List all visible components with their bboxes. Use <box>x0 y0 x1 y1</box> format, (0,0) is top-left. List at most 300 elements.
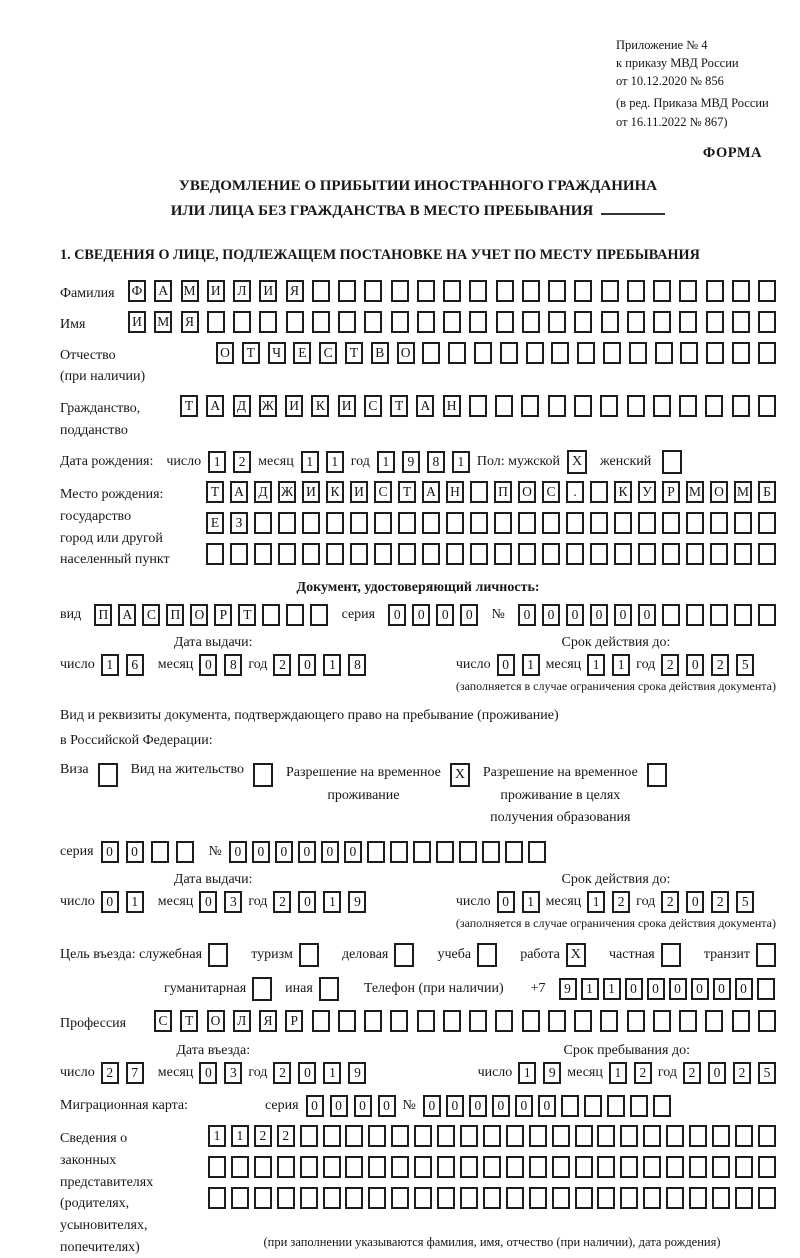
char-cell[interactable]: 1 <box>231 1125 249 1147</box>
char-cell[interactable] <box>574 280 592 302</box>
char-cell[interactable] <box>302 543 320 565</box>
char-cell[interactable] <box>732 280 750 302</box>
char-cell[interactable] <box>735 1156 753 1178</box>
char-cell[interactable] <box>758 543 776 565</box>
char-cell[interactable] <box>705 1010 723 1032</box>
char-cell[interactable] <box>689 1187 707 1209</box>
char-cell[interactable]: 0 <box>515 1095 533 1117</box>
char-cell[interactable] <box>422 342 440 364</box>
char-cell[interactable]: 6 <box>126 654 144 676</box>
char-cell[interactable]: 0 <box>625 978 643 1000</box>
residence-permit-checkbox[interactable] <box>253 763 273 787</box>
char-cell[interactable]: Я <box>259 1010 277 1032</box>
char-cell[interactable]: З <box>230 512 248 534</box>
char-cell[interactable]: 9 <box>348 891 366 913</box>
char-cell[interactable] <box>548 395 566 417</box>
char-cell[interactable] <box>680 342 698 364</box>
char-cell[interactable] <box>712 1125 730 1147</box>
char-cell[interactable] <box>323 1125 341 1147</box>
char-cell[interactable] <box>518 543 536 565</box>
char-cell[interactable]: 2 <box>101 1062 119 1084</box>
char-cell[interactable]: 3 <box>224 1062 242 1084</box>
char-cell[interactable]: 0 <box>298 891 316 913</box>
char-cell[interactable] <box>278 512 296 534</box>
purpose-tourism-checkbox[interactable] <box>299 943 319 967</box>
char-cell[interactable] <box>417 280 435 302</box>
char-cell[interactable]: О <box>216 342 234 364</box>
char-cell[interactable]: 0 <box>708 1062 726 1084</box>
char-cell[interactable]: О <box>397 342 415 364</box>
temp-residence-edu-checkbox[interactable] <box>647 763 667 787</box>
char-cell[interactable] <box>522 311 540 333</box>
char-cell[interactable]: С <box>542 481 560 503</box>
char-cell[interactable] <box>566 512 584 534</box>
char-cell[interactable] <box>312 280 330 302</box>
char-cell[interactable] <box>620 1156 638 1178</box>
char-cell[interactable] <box>552 1125 570 1147</box>
char-cell[interactable] <box>597 1156 615 1178</box>
char-cell[interactable] <box>176 841 194 863</box>
char-cell[interactable] <box>552 1187 570 1209</box>
char-cell[interactable] <box>345 1125 363 1147</box>
char-cell[interactable] <box>469 311 487 333</box>
char-cell[interactable]: А <box>230 481 248 503</box>
char-cell[interactable] <box>506 1125 524 1147</box>
char-cell[interactable] <box>758 1010 776 1032</box>
char-cell[interactable] <box>390 1010 408 1032</box>
char-cell[interactable]: 2 <box>273 654 291 676</box>
char-cell[interactable] <box>312 311 330 333</box>
char-cell[interactable] <box>542 543 560 565</box>
char-cell[interactable]: 0 <box>518 604 536 626</box>
char-cell[interactable]: 0 <box>412 604 430 626</box>
char-cell[interactable] <box>577 342 595 364</box>
char-cell[interactable]: 0 <box>344 841 362 863</box>
char-cell[interactable]: 1 <box>323 891 341 913</box>
char-cell[interactable]: 1 <box>323 1062 341 1084</box>
char-cell[interactable] <box>655 342 673 364</box>
char-cell[interactable] <box>391 1125 409 1147</box>
char-cell[interactable] <box>494 512 512 534</box>
char-cell[interactable] <box>526 342 544 364</box>
char-cell[interactable]: 0 <box>199 1062 217 1084</box>
char-cell[interactable]: 0 <box>126 841 144 863</box>
char-cell[interactable] <box>679 280 697 302</box>
char-cell[interactable]: Т <box>206 481 224 503</box>
char-cell[interactable] <box>207 311 225 333</box>
char-cell[interactable] <box>662 604 680 626</box>
char-cell[interactable] <box>758 1156 776 1178</box>
char-cell[interactable] <box>350 543 368 565</box>
char-cell[interactable]: Ж <box>278 481 296 503</box>
char-cell[interactable]: И <box>302 481 320 503</box>
char-cell[interactable] <box>627 395 645 417</box>
char-cell[interactable] <box>521 395 539 417</box>
char-cell[interactable] <box>474 342 492 364</box>
char-cell[interactable] <box>710 512 728 534</box>
char-cell[interactable]: Б <box>758 481 776 503</box>
char-cell[interactable]: А <box>422 481 440 503</box>
char-cell[interactable]: 5 <box>736 654 754 676</box>
char-cell[interactable] <box>758 395 776 417</box>
char-cell[interactable] <box>600 1010 618 1032</box>
char-cell[interactable] <box>620 1125 638 1147</box>
char-cell[interactable] <box>758 311 776 333</box>
char-cell[interactable] <box>483 1187 501 1209</box>
char-cell[interactable]: С <box>154 1010 172 1032</box>
char-cell[interactable] <box>575 1156 593 1178</box>
char-cell[interactable]: 0 <box>423 1095 441 1117</box>
char-cell[interactable]: 0 <box>298 1062 316 1084</box>
char-cell[interactable]: 0 <box>321 841 339 863</box>
char-cell[interactable]: Т <box>398 481 416 503</box>
char-cell[interactable]: 0 <box>542 604 560 626</box>
char-cell[interactable] <box>679 311 697 333</box>
char-cell[interactable] <box>710 604 728 626</box>
char-cell[interactable] <box>758 1187 776 1209</box>
char-cell[interactable]: 0 <box>590 604 608 626</box>
char-cell[interactable]: Ж <box>259 395 277 417</box>
char-cell[interactable] <box>566 543 584 565</box>
char-cell[interactable] <box>679 395 697 417</box>
char-cell[interactable]: 5 <box>736 891 754 913</box>
char-cell[interactable]: И <box>338 395 356 417</box>
char-cell[interactable] <box>364 280 382 302</box>
char-cell[interactable]: С <box>142 604 160 626</box>
char-cell[interactable]: 0 <box>614 604 632 626</box>
char-cell[interactable]: 9 <box>348 1062 366 1084</box>
char-cell[interactable] <box>300 1187 318 1209</box>
char-cell[interactable] <box>277 1156 295 1178</box>
char-cell[interactable]: П <box>494 481 512 503</box>
char-cell[interactable] <box>460 1187 478 1209</box>
char-cell[interactable]: К <box>614 481 632 503</box>
char-cell[interactable] <box>607 1095 625 1117</box>
char-cell[interactable] <box>338 1010 356 1032</box>
char-cell[interactable]: 0 <box>446 1095 464 1117</box>
char-cell[interactable] <box>712 1156 730 1178</box>
char-cell[interactable] <box>437 1187 455 1209</box>
char-cell[interactable]: 2 <box>711 654 729 676</box>
char-cell[interactable] <box>422 512 440 534</box>
char-cell[interactable] <box>666 1156 684 1178</box>
char-cell[interactable] <box>574 1010 592 1032</box>
char-cell[interactable]: Р <box>662 481 680 503</box>
char-cell[interactable]: О <box>710 481 728 503</box>
char-cell[interactable] <box>643 1156 661 1178</box>
char-cell[interactable] <box>460 1125 478 1147</box>
char-cell[interactable] <box>686 604 704 626</box>
char-cell[interactable] <box>638 512 656 534</box>
char-cell[interactable] <box>302 512 320 534</box>
char-cell[interactable]: 1 <box>301 451 319 473</box>
char-cell[interactable] <box>254 543 272 565</box>
char-cell[interactable]: 0 <box>306 1095 324 1117</box>
char-cell[interactable] <box>734 512 752 534</box>
char-cell[interactable]: 5 <box>758 1062 776 1084</box>
char-cell[interactable] <box>495 395 513 417</box>
char-cell[interactable]: 0 <box>469 1095 487 1117</box>
char-cell[interactable]: С <box>319 342 337 364</box>
char-cell[interactable] <box>666 1187 684 1209</box>
char-cell[interactable] <box>368 1125 386 1147</box>
char-cell[interactable] <box>286 604 304 626</box>
char-cell[interactable]: О <box>518 481 536 503</box>
purpose-business-checkbox[interactable] <box>394 943 414 967</box>
char-cell[interactable] <box>323 1187 341 1209</box>
char-cell[interactable]: 1 <box>518 1062 536 1084</box>
char-cell[interactable] <box>494 543 512 565</box>
char-cell[interactable] <box>600 395 618 417</box>
char-cell[interactable]: С <box>364 395 382 417</box>
char-cell[interactable]: 1 <box>612 654 630 676</box>
char-cell[interactable]: 9 <box>543 1062 561 1084</box>
char-cell[interactable]: Р <box>285 1010 303 1032</box>
male-checkbox[interactable]: X <box>567 450 587 474</box>
char-cell[interactable]: У <box>638 481 656 503</box>
char-cell[interactable]: 0 <box>199 654 217 676</box>
char-cell[interactable]: 0 <box>686 891 704 913</box>
char-cell[interactable] <box>391 280 409 302</box>
char-cell[interactable] <box>548 1010 566 1032</box>
char-cell[interactable] <box>391 1187 409 1209</box>
char-cell[interactable]: П <box>94 604 112 626</box>
char-cell[interactable] <box>706 311 724 333</box>
char-cell[interactable] <box>653 280 671 302</box>
char-cell[interactable] <box>653 395 671 417</box>
char-cell[interactable]: 1 <box>208 451 226 473</box>
char-cell[interactable] <box>483 1125 501 1147</box>
char-cell[interactable]: Т <box>180 395 198 417</box>
char-cell[interactable]: К <box>311 395 329 417</box>
char-cell[interactable]: 2 <box>277 1125 295 1147</box>
char-cell[interactable] <box>310 604 328 626</box>
char-cell[interactable]: С <box>374 481 392 503</box>
char-cell[interactable] <box>601 311 619 333</box>
char-cell[interactable]: 2 <box>683 1062 701 1084</box>
purpose-other-checkbox[interactable] <box>319 977 339 1001</box>
char-cell[interactable]: Т <box>238 604 256 626</box>
char-cell[interactable] <box>627 280 645 302</box>
char-cell[interactable] <box>732 395 750 417</box>
char-cell[interactable]: 0 <box>460 604 478 626</box>
char-cell[interactable]: 0 <box>638 604 656 626</box>
char-cell[interactable]: 0 <box>497 654 515 676</box>
char-cell[interactable]: 0 <box>686 654 704 676</box>
char-cell[interactable]: М <box>181 280 199 302</box>
char-cell[interactable]: М <box>154 311 172 333</box>
char-cell[interactable] <box>446 543 464 565</box>
char-cell[interactable] <box>679 1010 697 1032</box>
char-cell[interactable] <box>561 1095 579 1117</box>
char-cell[interactable] <box>590 481 608 503</box>
char-cell[interactable]: М <box>686 481 704 503</box>
char-cell[interactable] <box>364 1010 382 1032</box>
char-cell[interactable]: 1 <box>452 451 470 473</box>
char-cell[interactable]: И <box>350 481 368 503</box>
char-cell[interactable] <box>732 311 750 333</box>
char-cell[interactable]: Т <box>345 342 363 364</box>
char-cell[interactable] <box>686 543 704 565</box>
char-cell[interactable]: 0 <box>199 891 217 913</box>
char-cell[interactable] <box>391 1156 409 1178</box>
char-cell[interactable] <box>437 1125 455 1147</box>
char-cell[interactable] <box>735 1187 753 1209</box>
char-cell[interactable]: 0 <box>275 841 293 863</box>
char-cell[interactable]: М <box>734 481 752 503</box>
char-cell[interactable]: 8 <box>427 451 445 473</box>
char-cell[interactable]: 1 <box>101 654 119 676</box>
visa-checkbox[interactable] <box>98 763 118 787</box>
char-cell[interactable] <box>706 280 724 302</box>
char-cell[interactable] <box>575 1187 593 1209</box>
char-cell[interactable] <box>629 342 647 364</box>
char-cell[interactable] <box>459 841 477 863</box>
char-cell[interactable] <box>590 512 608 534</box>
char-cell[interactable] <box>460 1156 478 1178</box>
char-cell[interactable] <box>259 311 277 333</box>
char-cell[interactable]: А <box>154 280 172 302</box>
char-cell[interactable] <box>712 1187 730 1209</box>
char-cell[interactable]: 8 <box>348 654 366 676</box>
char-cell[interactable]: Д <box>254 481 272 503</box>
char-cell[interactable] <box>506 1187 524 1209</box>
char-cell[interactable] <box>151 841 169 863</box>
char-cell[interactable]: 2 <box>273 1062 291 1084</box>
char-cell[interactable] <box>574 395 592 417</box>
char-cell[interactable] <box>522 1010 540 1032</box>
char-cell[interactable] <box>638 543 656 565</box>
char-cell[interactable]: 9 <box>402 451 420 473</box>
char-cell[interactable] <box>350 512 368 534</box>
purpose-private-checkbox[interactable] <box>661 943 681 967</box>
char-cell[interactable]: 0 <box>101 891 119 913</box>
char-cell[interactable]: 0 <box>436 604 454 626</box>
char-cell[interactable] <box>505 841 523 863</box>
char-cell[interactable] <box>686 512 704 534</box>
char-cell[interactable] <box>529 1156 547 1178</box>
char-cell[interactable]: 2 <box>233 451 251 473</box>
char-cell[interactable] <box>506 1156 524 1178</box>
char-cell[interactable]: 1 <box>603 978 621 1000</box>
char-cell[interactable]: Т <box>180 1010 198 1032</box>
char-cell[interactable] <box>597 1187 615 1209</box>
char-cell[interactable] <box>312 1010 330 1032</box>
char-cell[interactable]: В <box>371 342 389 364</box>
char-cell[interactable] <box>548 311 566 333</box>
char-cell[interactable] <box>601 280 619 302</box>
char-cell[interactable] <box>338 280 356 302</box>
char-cell[interactable]: 2 <box>733 1062 751 1084</box>
char-cell[interactable] <box>522 280 540 302</box>
char-cell[interactable] <box>345 1187 363 1209</box>
char-cell[interactable]: 1 <box>587 654 605 676</box>
char-cell[interactable]: Е <box>293 342 311 364</box>
char-cell[interactable]: Т <box>242 342 260 364</box>
purpose-study-checkbox[interactable] <box>477 943 497 967</box>
char-cell[interactable] <box>437 1156 455 1178</box>
char-cell[interactable]: О <box>190 604 208 626</box>
char-cell[interactable] <box>443 1010 461 1032</box>
char-cell[interactable]: О <box>207 1010 225 1032</box>
char-cell[interactable] <box>323 1156 341 1178</box>
char-cell[interactable]: 7 <box>126 1062 144 1084</box>
char-cell[interactable] <box>662 512 680 534</box>
char-cell[interactable]: . <box>566 481 584 503</box>
char-cell[interactable]: 0 <box>354 1095 372 1117</box>
char-cell[interactable] <box>529 1187 547 1209</box>
char-cell[interactable]: 1 <box>377 451 395 473</box>
char-cell[interactable] <box>254 512 272 534</box>
char-cell[interactable]: И <box>285 395 303 417</box>
char-cell[interactable] <box>627 1010 645 1032</box>
char-cell[interactable]: 0 <box>229 841 247 863</box>
char-cell[interactable] <box>391 311 409 333</box>
char-cell[interactable] <box>443 280 461 302</box>
char-cell[interactable] <box>630 1095 648 1117</box>
char-cell[interactable]: 0 <box>492 1095 510 1117</box>
char-cell[interactable]: Л <box>233 280 251 302</box>
char-cell[interactable] <box>443 311 461 333</box>
char-cell[interactable] <box>278 543 296 565</box>
char-cell[interactable] <box>470 543 488 565</box>
char-cell[interactable]: К <box>326 481 344 503</box>
char-cell[interactable] <box>483 1156 501 1178</box>
char-cell[interactable] <box>662 543 680 565</box>
char-cell[interactable] <box>734 604 752 626</box>
char-cell[interactable]: 1 <box>581 978 599 1000</box>
char-cell[interactable] <box>368 1156 386 1178</box>
char-cell[interactable] <box>470 512 488 534</box>
char-cell[interactable] <box>643 1187 661 1209</box>
char-cell[interactable]: 2 <box>711 891 729 913</box>
char-cell[interactable] <box>614 543 632 565</box>
char-cell[interactable]: Л <box>233 1010 251 1032</box>
char-cell[interactable] <box>446 512 464 534</box>
char-cell[interactable] <box>254 1187 272 1209</box>
char-cell[interactable]: Е <box>206 512 224 534</box>
char-cell[interactable] <box>206 543 224 565</box>
char-cell[interactable] <box>705 395 723 417</box>
char-cell[interactable]: 1 <box>522 891 540 913</box>
char-cell[interactable]: 1 <box>323 654 341 676</box>
char-cell[interactable] <box>706 342 724 364</box>
char-cell[interactable]: 0 <box>566 604 584 626</box>
char-cell[interactable]: 3 <box>224 891 242 913</box>
char-cell[interactable] <box>414 1125 432 1147</box>
char-cell[interactable]: 0 <box>378 1095 396 1117</box>
char-cell[interactable] <box>374 543 392 565</box>
purpose-work-checkbox[interactable]: X <box>566 943 586 967</box>
char-cell[interactable] <box>233 311 251 333</box>
char-cell[interactable] <box>528 841 546 863</box>
char-cell[interactable]: Т <box>390 395 408 417</box>
char-cell[interactable] <box>758 512 776 534</box>
char-cell[interactable] <box>469 395 487 417</box>
char-cell[interactable]: 9 <box>559 978 577 1000</box>
char-cell[interactable] <box>417 311 435 333</box>
char-cell[interactable] <box>413 841 431 863</box>
char-cell[interactable]: Я <box>181 311 199 333</box>
char-cell[interactable] <box>614 512 632 534</box>
char-cell[interactable] <box>575 1125 593 1147</box>
char-cell[interactable] <box>529 1125 547 1147</box>
purpose-humanitarian-checkbox[interactable] <box>252 977 272 1001</box>
char-cell[interactable] <box>643 1125 661 1147</box>
char-cell[interactable] <box>326 512 344 534</box>
char-cell[interactable] <box>469 280 487 302</box>
char-cell[interactable] <box>482 841 500 863</box>
